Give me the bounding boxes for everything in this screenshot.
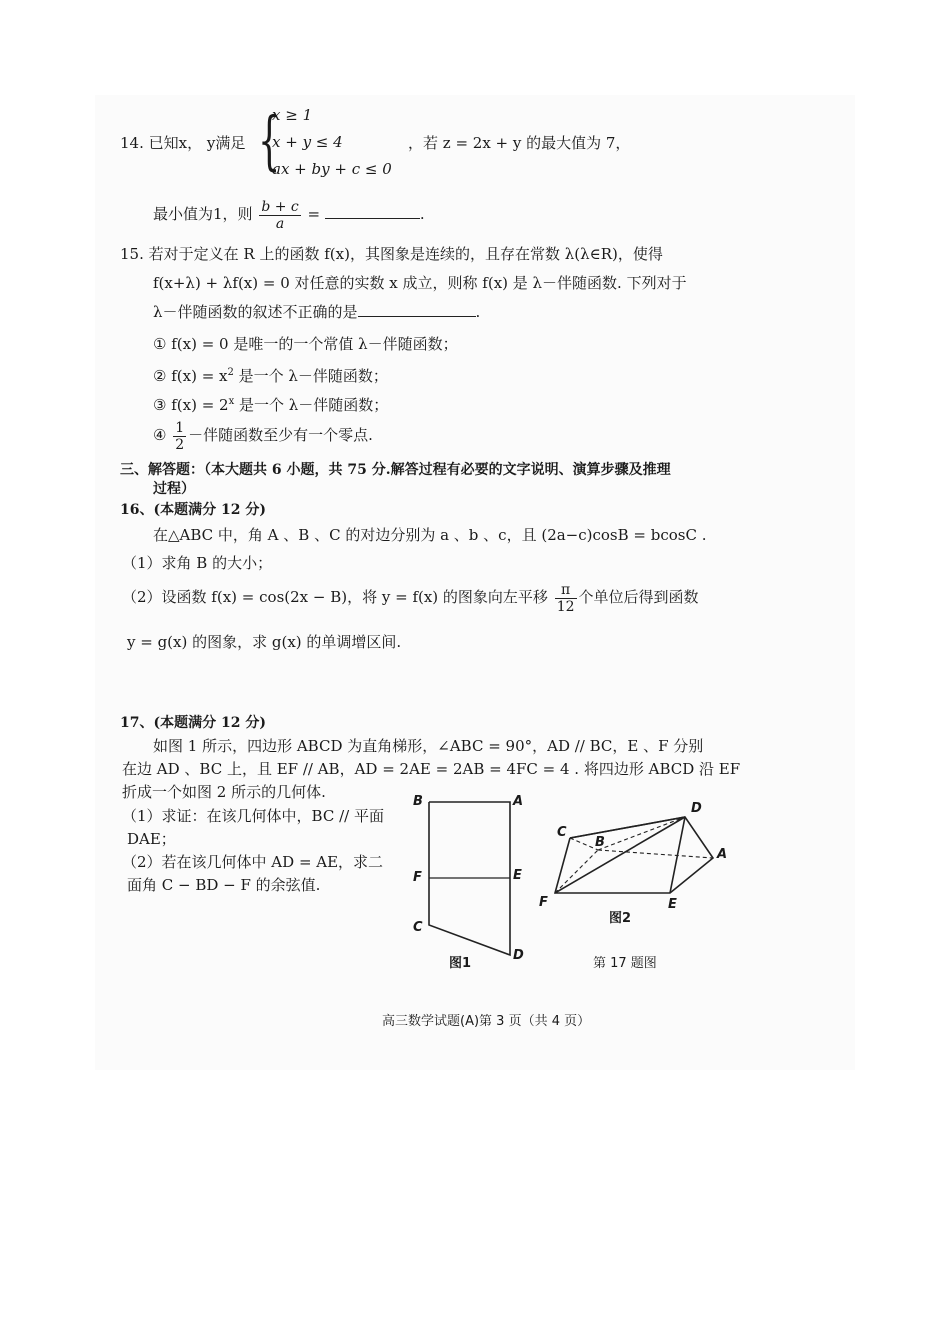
q15-text-1: 若对于定义在 R 上的函数 f(x)，其图象是连续的，且存在常数 λ(λ∈R)，使得 [148,245,663,263]
q17-header: 17、(本题满分 12 分) [120,715,266,731]
page-footer: 高三数学试题(A)第 3 页（共 4 页） [382,1014,591,1029]
q15-opt2-sup: 2 [227,367,234,378]
q14-fraction [259,199,300,232]
q15-line1 [120,244,663,264]
q15-option-4 [153,416,373,454]
q15-opt3-sup: x [228,396,235,407]
q14-frac-num: b + c [261,198,299,215]
fig2-caption: 图2 [609,911,632,926]
fig1-label-E: E [513,868,522,883]
q15-number: 15. [120,245,144,263]
q15-opt4-mark: ④ [153,426,167,444]
figure-2 [535,795,735,935]
q17-text-3: 折成一个如图 2 所示的几何体. [122,783,326,801]
hidden-edge-BD [598,817,685,850]
q15-line3 [153,302,480,322]
q14-prefix: 已知x， y满足 [148,134,246,152]
fig2-label-B: B [595,835,605,850]
fig1-label-F: F [413,870,422,885]
q16-part-2-cont: y = g(x) 的图象，求 g(x) 的单调增区间. [127,633,402,651]
q15-opt3-b: 是一个 λ－伴随函数； [234,396,389,414]
q16-fraction [555,582,577,615]
fig2-label-A: A [717,847,728,862]
q17-text-2: 在边 AD 、BC 上，且 EF // AB，AD = 2AE = 2AB = 4FC = 4 . 将四边形 ABCD 沿 EF [122,760,741,778]
section3-heading-2: 过程） [153,481,195,497]
q14-end: . [419,205,425,223]
q15-opt4-fraction [173,420,186,453]
q17-text-1: 如图 1 所示，四边形 ABCD 为直角梯形，∠ABC = 90°，AD // BC，E 、F 分别 [153,737,704,755]
q16-header: 16、(本题满分 12 分) [120,502,266,518]
q15-line3-end: . [475,303,481,321]
q14-constraint-system [258,102,398,184]
q15-opt2-b: 是一个 λ－伴随函数； [233,367,388,385]
q15-answer-blank [358,302,476,317]
fig2-label-F: F [539,895,548,910]
figure-1-drawing [405,790,545,980]
q14-constraint-1: x ≥ 1 [272,106,313,124]
hidden-edge-CB [570,838,598,850]
hidden-edge-BA [598,850,713,858]
q14-constraint-2: x + y ≤ 4 [272,133,343,151]
fig1-label-C: C [413,920,423,935]
q15-opt4-den: 2 [175,436,185,453]
q14-line1 [120,133,245,153]
figure-2-drawing [535,795,735,935]
q14-line2 [153,194,425,234]
q15-option-1: ① f(x) = 0 是唯一的一个常值 λ－伴随函数； [153,335,458,353]
q16-frac-num: π [555,582,577,599]
q16-part2-b: 个单位后得到函数 [578,588,699,606]
q15-opt4-num: 1 [175,419,185,436]
q17-part-1a: （1）求证：在该几何体中，BC // 平面 [122,807,384,825]
fig1-label-D: D [513,948,524,963]
q17-part-2b: 面角 C − BD − F 的余弦值. [127,876,321,894]
q15-opt3-a: ③ f(x) = 2 [153,396,229,414]
q14-equals: = [307,205,321,223]
q16-part-1: （1）求角 B 的大小； [122,554,273,572]
fig2-label-D: D [691,801,702,816]
fig2-label-C: C [557,825,567,840]
fig2-label-E: E [668,897,677,912]
q15-opt2-a: ② f(x) = x [153,367,228,385]
q17-part-1b: DAE； [127,830,176,848]
section3-heading-1: 三、解答题：（本大题共 6 小题，共 75 分.解答过程有必要的文字说明、演算步骤及推理 [120,462,671,478]
q17-part-2a: （2）若在该几何体中 AD = AE，求二 [122,853,384,871]
q15-option-2 [153,363,388,386]
q16-part-2 [122,578,699,616]
q14-answer-blank [325,204,420,219]
q15-option-3 [153,392,388,415]
q16-part2-a: （2）设函数 f(x) = cos(2x − B)，将 y = f(x) 的图象向左平移 [122,588,548,606]
q14-frac-den: a [275,215,285,232]
q16-frac-den: 12 [556,598,575,615]
figure-1 [405,790,545,980]
q15-opt4-text: －伴随函数至少有一个零点. [188,426,373,444]
figure-caption: 第 17 题图 [593,956,657,971]
q16-stem: 在△ABC 中，角 A 、B 、C 的对边分别为 a 、b 、c，且 (2a−c)cosB = bcosC . [153,526,707,544]
fig1-label-B: B [413,794,423,809]
q15-text-3: λ－伴随函数的叙述不正确的是 [153,303,358,321]
left-brace: { [258,104,281,178]
q14-constraint-3: ax + by + c ≤ 0 [272,160,392,178]
q14-suffix: ，若 z = 2x + y 的最大值为 7， [408,134,631,152]
q15-text-2: f(x+λ) + λf(x) = 0 对任意的实数 x 成立，则称 f(x) 是 λ－伴随函数. 下列对于 [153,274,687,292]
fig1-label-A: A [513,794,524,809]
solid-outline [555,817,713,893]
q14-number: 14. [120,134,144,152]
q14-line2-prefix: 最小值为1，则 [153,205,253,223]
fig1-caption: 图1 [449,956,472,971]
